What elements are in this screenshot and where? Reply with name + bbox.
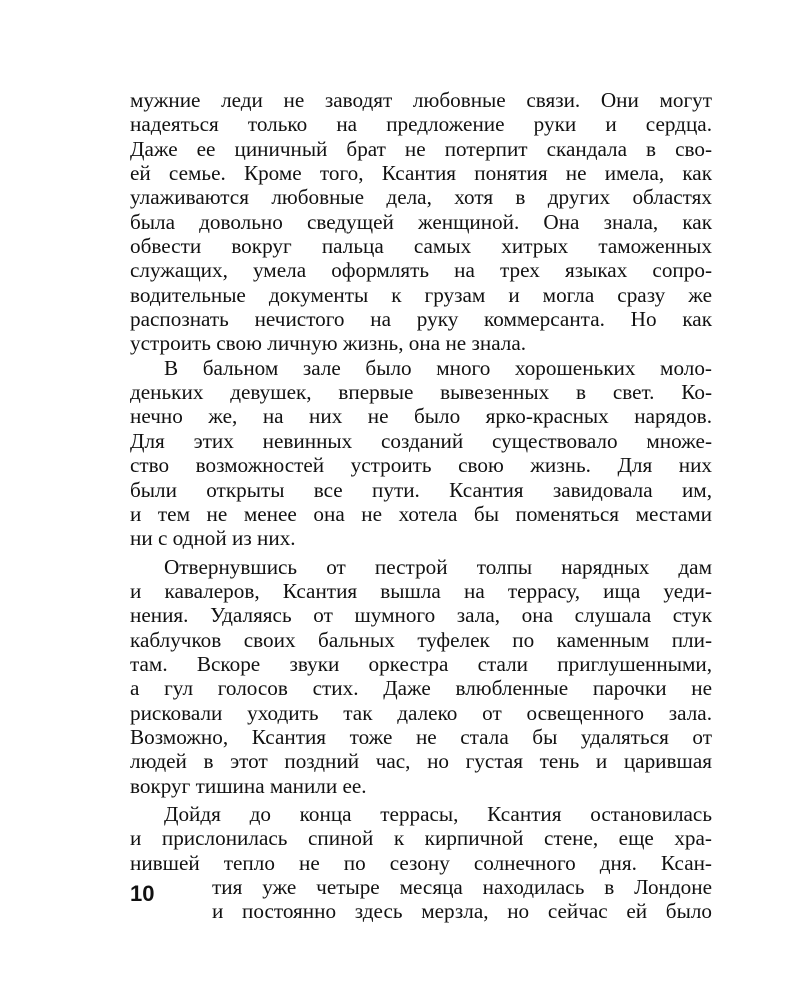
text-line: и кавалеров, Ксантия вышла на террасу, ища уеди- — [130, 578, 712, 603]
text-line: нечно же, на них не было ярко-красных нарядов. — [130, 404, 712, 429]
text-line: и тем не менее она не хотела бы поменяться местами — [130, 501, 712, 526]
text-line: рисковали уходить так далеко от освещенного зала. — [130, 700, 712, 725]
text-line: нения. Удаляясь от шумного зала, она слушала стук — [130, 603, 712, 628]
text-line: тия уже четыре месяца находилась в Лондоне — [212, 875, 712, 899]
text-line: Отвернувшись от пестрой толпы нарядных дам — [164, 554, 712, 579]
text-line: Для этих невинных созданий существовало множе- — [130, 428, 712, 453]
text-line: устроить свою личную жизнь, она не знала. — [130, 331, 527, 356]
text-line: Дойдя до конца террасы, Ксантия остановилась — [164, 801, 712, 826]
text-line: мужние леди не заводят любовные связи. Они могут — [130, 88, 712, 112]
text-line: Возможно, Ксантия тоже не стала бы удаляться от — [130, 724, 712, 749]
text-line: улаживаются любовные дела, хотя в других областях — [130, 185, 712, 210]
text-line: обвести вокруг пальца самых хитрых таможенных — [130, 234, 712, 259]
page-number: 10 — [130, 881, 155, 906]
text-line: нившей тепло не по сезону солнечного дня. Ксан- — [130, 850, 712, 875]
text-line: и прислонилась спиной к кирпичной стене, еще хра- — [130, 826, 712, 851]
text-line: и постоянно здесь мерзла, но сейчас ей было — [212, 899, 712, 924]
text-line: распознать нечистого на руку коммерсанта. Но как — [130, 307, 712, 332]
text-line: деньких девушек, впервые вывезенных в свет. Ко- — [130, 380, 712, 405]
text-line: служащих, умела оформлять на трех языках сопро- — [130, 258, 712, 283]
text-line: ство возможностей устроить свою жизнь. Для них — [130, 453, 712, 478]
text-line: В бальном зале было много хорошеньких моло- — [164, 355, 712, 380]
text-line: людей в этот поздний час, но густая тень и царившая — [130, 749, 712, 774]
text-line: каблучков своих бальных туфелек по каменным пли- — [130, 627, 712, 652]
text-line: была довольно сведущей женщиной. Она знала, как — [130, 209, 712, 234]
text-line: были открыты все пути. Ксантия завидовала им, — [130, 477, 712, 502]
body-text — [130, 88, 712, 924]
text-line: Даже ее циничный брат не потерпит скандала в сво- — [130, 136, 712, 161]
text-line: вокруг тишина манили ее. — [130, 773, 367, 798]
text-line: водительные документы к грузам и могла сразу же — [130, 282, 712, 307]
text-line: надеяться только на предложение руки и сердца. — [130, 112, 712, 137]
text-line: а гул голосов стих. Даже влюбленные парочки не — [130, 676, 712, 701]
text-line: там. Вскоре звуки оркестра стали приглушенными, — [130, 651, 712, 676]
text-line: ни с одной из них. — [130, 526, 296, 551]
text-line: ей семье. Кроме того, Ксантия понятия не имела, как — [130, 161, 712, 186]
